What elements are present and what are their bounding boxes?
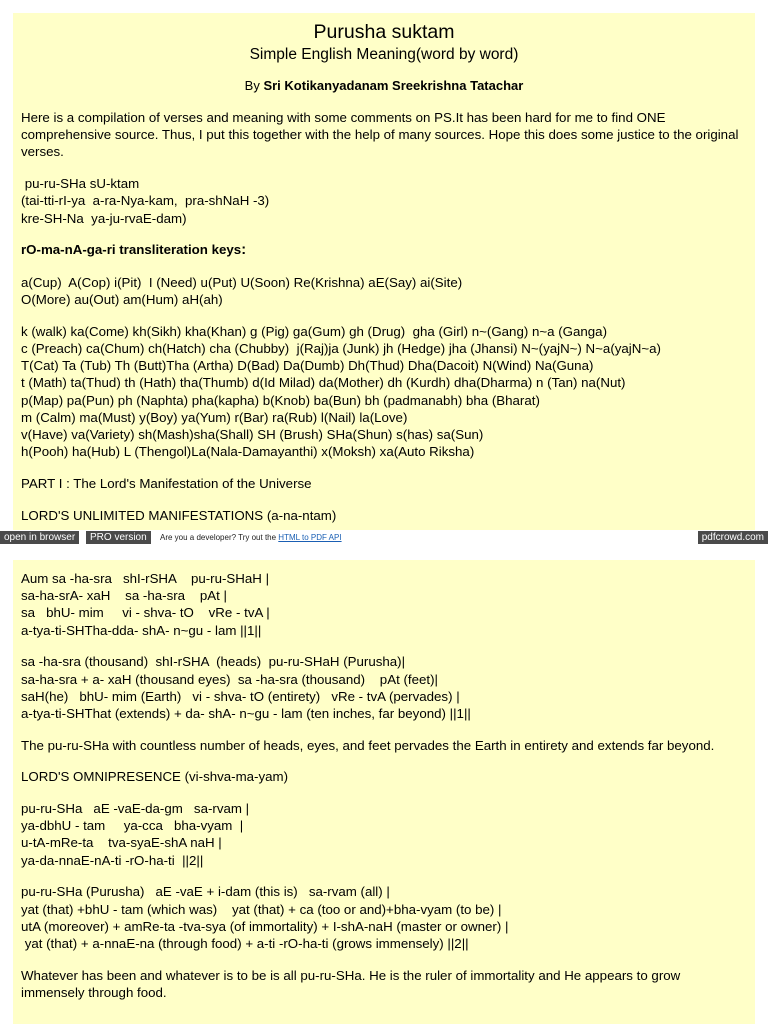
part-heading: PART I : The Lord's Manifestation of the Universe xyxy=(21,475,312,491)
html-to-pdf-api-link[interactable]: HTML to PDF API xyxy=(278,533,342,542)
author-name: Sri Kotikanyadanam Sreekrishna Tatachar xyxy=(263,78,524,93)
key-line: k (walk) ka(Come) kh(Sikh) kha(Khan) g (Pig) ga(Gum) gh (Drug) gha (Girl) n~(Gang) n~a (Ganga) xyxy=(21,323,607,339)
verse-line: sa bhU- mim vi - shva- tO vRe - tvA | xyxy=(21,605,270,621)
meaning-line: saH(he) bhU- mim (Earth) vi - shva- tO (entirety) vRe - tvA (pervades) | xyxy=(21,688,460,704)
key-line: T(Cat) Ta (Tub) Th (Butt)Tha (Artha) D(Bad) Da(Dumb) Dh(Thud) Dha(Dacoit) N(Wind) Na(Guna) xyxy=(21,358,594,374)
vowel-keys xyxy=(21,274,747,308)
source-line: kre-SH-Na ya-ju-rvaE-dam) xyxy=(21,210,187,226)
document-subtitle: Simple English Meaning(word by word) xyxy=(249,46,519,63)
meaning-2 xyxy=(21,883,747,952)
open-in-browser-button[interactable]: open in browser xyxy=(0,531,79,544)
key-line: a(Cup) A(Cop) i(Pit) I (Need) u(Put) U(Soon) Re(Krishna) aE(Say) ai(Site) xyxy=(21,274,463,290)
key-line: m (Calm) ma(Must) y(Boy) ya(Yum) r(Bar) ra(Rub) l(Nail) la(Love) xyxy=(21,409,408,425)
pdfcrowd-bar xyxy=(0,530,768,546)
meaning-line: yat (that) +bhU - tam (which was) yat (that) + ca (too or and)+bha-vyam (to be) | xyxy=(21,901,502,917)
meaning-line: utA (moreover) + amRe-ta -tva-sya (of immortality) + I-shA-naH (master or owner) | xyxy=(21,918,509,934)
source-line: (tai-tti-rI-ya a-ra-Nya-kam, pra-shNaH -3) xyxy=(21,193,270,209)
key-line: v(Have) va(Variety) sh(Mash)sha(Shall) SH (Brush) SHa(Shun) s(has) sa(Sun) xyxy=(21,427,484,443)
verse-1 xyxy=(21,570,747,639)
verse-line: ya-da-nnaE-nA-ti -rO-ha-ti ||2|| xyxy=(21,852,204,868)
summary-1: The pu-ru-SHa with countless number of heads, eyes, and feet pervades the Earth in entirety and extends far beyond. xyxy=(21,737,715,753)
key-line: t (Math) ta(Thud) th (Hath) tha(Thumb) d(Id Milad) da(Mother) dh (Kurdh) dha(Dharma) n (Tan) na(Nut) xyxy=(21,375,626,391)
developer-promo: Are you a developer? Try out the HTML to PDF API xyxy=(160,533,342,542)
verse-line: pu-ru-SHa aE -vaE-da-gm sa-rvam | xyxy=(21,801,250,817)
verse-line: a-tya-ti-SHTha-dda- shA- n~gu - lam ||1|| xyxy=(21,622,262,638)
verse-line: ya-dbhU - tam ya-cca bha-vyam | xyxy=(21,818,244,834)
section-heading: LORD'S UNLIMITED MANIFESTATIONS (a-na-ntam) xyxy=(21,507,337,523)
verse-line: u-tA-mRe-ta tva-syaE-shA naH | xyxy=(21,835,222,851)
verse-2 xyxy=(21,800,747,869)
meaning-1 xyxy=(21,653,747,722)
pdfcrowd-brand-link[interactable]: pdfcrowd.com xyxy=(698,531,768,544)
meaning-line: sa-ha-sra + a- xaH (thousand eyes) sa -ha-sra (thousand) pAt (feet)| xyxy=(21,671,438,687)
source-block xyxy=(21,175,747,227)
document-page-1 xyxy=(13,13,755,530)
pro-version-button[interactable]: PRO version xyxy=(86,531,151,544)
keys-heading: rO-ma-nA-ga-ri transliteration keys: xyxy=(21,242,247,259)
consonant-keys xyxy=(21,323,747,461)
key-line: h(Pooh) ha(Hub) L (Thengol)La(Nala-Damayanthi) x(Moksh) xa(Auto Riksha) xyxy=(21,444,475,460)
key-line: c (Preach) ca(Chum) ch(Hatch) cha (Chubby) j(Raj)ja (Junk) jh (Hedge) jha (Jhansi) N~(yajN~) N~a(yajN~a) xyxy=(21,341,661,357)
meaning-line: pu-ru-SHa (Purusha) aE -vaE + i-dam (this is) sa-rvam (all) | xyxy=(21,884,390,900)
key-line: O(More) au(Out) am(Hum) aH(ah) xyxy=(21,292,223,308)
verse-line: sa-ha-srA- xaH sa -ha-sra pAt | xyxy=(21,588,227,604)
summary-2: Whatever has been and whatever is to be is all pu-ru-SHa. He is the ruler of immortality and He appears to grow immensely through food. xyxy=(21,967,681,1000)
document-page-2 xyxy=(13,560,755,1024)
meaning-line: sa -ha-sra (thousand) shI-rSHA (heads) pu-ru-SHaH (Purusha)| xyxy=(21,654,406,670)
intro-paragraph: Here is a compilation of verses and meaning with some comments on PS.It has been hard for me to find ONE comprehensive source. Thus, I put this together with the help of many sources. Hope this does some justice to the original verses. xyxy=(21,110,739,160)
meaning-line: yat (that) + a-nnaE-na (through food) + a-ti -rO-ha-ti (grows immensely) ||2|| xyxy=(21,935,469,951)
source-line: pu-ru-SHa sU-ktam xyxy=(21,176,140,192)
meaning-line: a-tya-ti-SHThat (extends) + da- shA- n~gu - lam (ten inches, far beyond) ||1|| xyxy=(21,705,471,721)
key-line: p(Map) pa(Pun) ph (Naphta) pha(kapha) b(Knob) ba(Bun) bh (padmanabh) bha (Bharat) xyxy=(21,392,540,408)
author-byline xyxy=(21,78,747,94)
document-title: Purusha suktam xyxy=(313,21,455,43)
verse-line: Aum sa -ha-sra shI-rSHA pu-ru-SHaH | xyxy=(21,571,270,586)
section-heading: LORD'S OMNIPRESENCE (vi-shva-ma-yam) xyxy=(21,769,289,785)
by-prefix: By xyxy=(244,78,264,93)
